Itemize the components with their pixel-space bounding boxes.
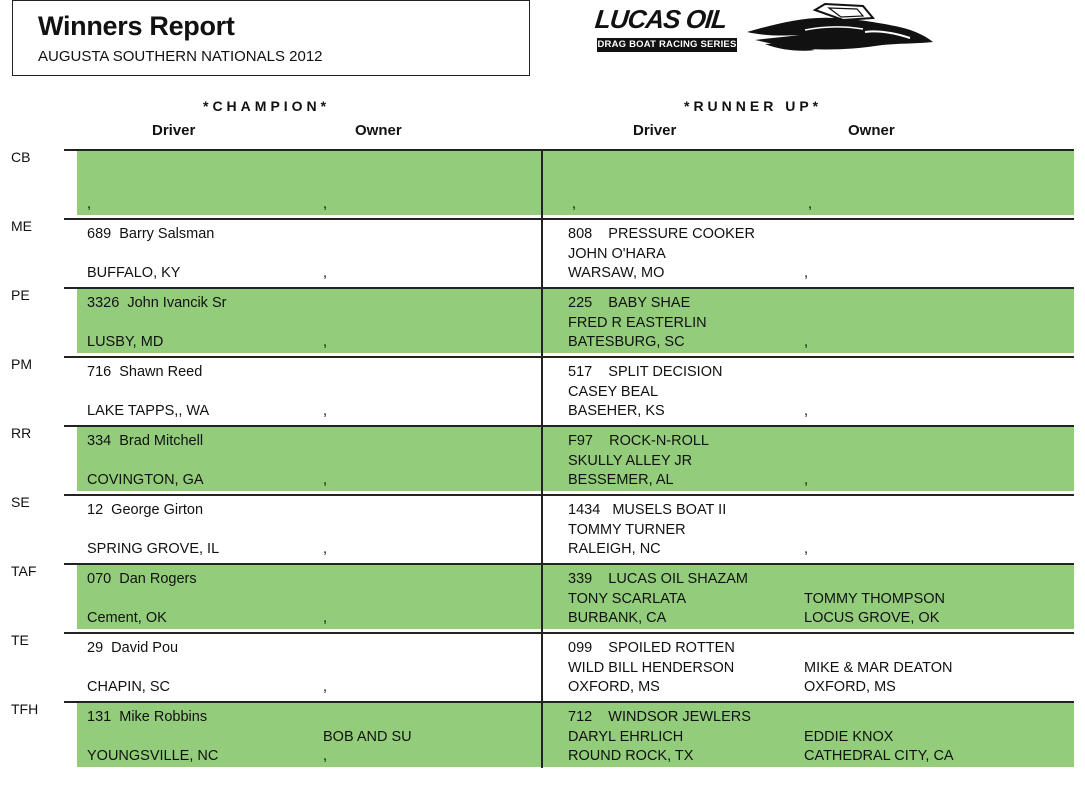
class-code: CB xyxy=(11,149,31,165)
drag-boat-icon xyxy=(745,2,935,58)
champion-city: YOUNGSVILLE, NC xyxy=(87,748,219,764)
champion-owner-header: Owner xyxy=(355,122,402,139)
champion-city: Cement, OK xyxy=(87,610,167,626)
class-code: PM xyxy=(11,356,32,372)
champion-owner-city: , xyxy=(323,196,328,212)
row-divider xyxy=(64,287,1074,289)
page-subtitle: AUGUSTA SOUTHERN NATIONALS 2012 xyxy=(38,48,323,65)
class-code: ME xyxy=(11,218,32,234)
page-title: Winners Report xyxy=(38,11,235,41)
row-divider xyxy=(64,632,1074,634)
runner-city: ROUND ROCK, TX xyxy=(568,748,694,764)
runner-up-heading: *RUNNER UP* xyxy=(684,98,823,114)
runner-boat: F97 ROCK-N-ROLL xyxy=(568,433,709,449)
row-divider xyxy=(64,563,1074,565)
champion-owner-city: , xyxy=(323,610,328,626)
champion-driver: 131 Mike Robbins xyxy=(87,709,208,725)
runner-owner: TOMMY THOMPSON xyxy=(804,591,945,607)
runner-owner-city: , xyxy=(804,334,809,350)
runner-boat: 808 PRESSURE COOKER xyxy=(568,226,755,242)
runner-owner: MIKE & MAR DEATON xyxy=(804,660,953,676)
champion-driver: 3326 John Ivancik Sr xyxy=(87,295,227,311)
champion-city: COVINGTON, GA xyxy=(87,472,204,488)
champion-driver-header: Driver xyxy=(152,122,196,139)
champion-owner: BOB AND SU xyxy=(323,729,412,745)
runner-boat: 517 SPLIT DECISION xyxy=(568,364,723,380)
class-code: PE xyxy=(11,287,30,303)
champion-driver: 716 Shawn Reed xyxy=(87,364,203,380)
runner-driver: WILD BILL HENDERSON xyxy=(568,660,735,676)
runner-owner-city: , xyxy=(804,472,809,488)
runner-city: RALEIGH, NC xyxy=(568,541,661,557)
row-divider xyxy=(64,356,1074,358)
row-divider xyxy=(64,425,1074,427)
champion-driver: 070 Dan Rogers xyxy=(87,571,197,587)
champion-city: , xyxy=(87,196,92,212)
runner-city: WARSAW, MO xyxy=(568,265,665,281)
champion-city: SPRING GROVE, IL xyxy=(87,541,220,557)
logo-series: DRAG BOAT RACING SERIES xyxy=(597,39,737,50)
class-code: TE xyxy=(11,632,29,648)
champion-driver: 334 Brad Mitchell xyxy=(87,433,204,449)
runner-city: BASEHER, KS xyxy=(568,403,665,419)
runner-driver: TOMMY TURNER xyxy=(568,522,686,538)
runner-boat: 712 WINDSOR JEWLERS xyxy=(568,709,751,725)
class-code: RR xyxy=(11,425,32,441)
champion-city: LUSBY, MD xyxy=(87,334,164,350)
runner-owner-city: , xyxy=(804,403,809,419)
runner-owner-city: , xyxy=(808,196,813,212)
champion-owner-city: , xyxy=(323,334,328,350)
runner-city: BURBANK, CA xyxy=(568,610,667,626)
title-box xyxy=(12,0,530,76)
logo-brand: LUCAS OIL xyxy=(593,4,728,34)
runner-boat: 1434 MUSELS BOAT II xyxy=(568,502,727,518)
champion-city: LAKE TAPPS,, WA xyxy=(87,403,210,419)
champion-driver: 29 David Pou xyxy=(87,640,179,656)
runner-driver: TONY SCARLATA xyxy=(568,591,687,607)
champion-driver: 689 Barry Salsman xyxy=(87,226,215,242)
row-divider xyxy=(64,494,1074,496)
runner-city: OXFORD, MS xyxy=(568,679,660,695)
champion-city: CHAPIN, SC xyxy=(87,679,170,695)
class-code: TAF xyxy=(11,563,37,579)
runner-driver: JOHN O'HARA xyxy=(568,246,666,262)
runner-boat: 099 SPOILED ROTTEN xyxy=(568,640,735,656)
runner-owner-city: OXFORD, MS xyxy=(804,679,896,695)
runner-owner-city: , xyxy=(804,265,809,281)
champion-owner-city: , xyxy=(323,403,328,419)
runner-driver: FRED R EASTERLIN xyxy=(568,315,707,331)
runner-owner-header: Owner xyxy=(848,122,895,139)
lucas-oil-logo xyxy=(595,2,940,58)
runner-city: , xyxy=(572,196,577,212)
runner-owner: EDDIE KNOX xyxy=(804,729,894,745)
champion-driver: 12 George Girton xyxy=(87,502,204,518)
column-divider xyxy=(541,150,543,768)
champion-owner-city: , xyxy=(323,472,328,488)
champion-heading: *CHAMPION* xyxy=(203,98,331,114)
row-divider xyxy=(64,701,1074,703)
class-code: TFH xyxy=(11,701,39,717)
runner-driver: SKULLY ALLEY JR xyxy=(568,453,693,469)
runner-boat: 225 BABY SHAE xyxy=(568,295,691,311)
champion-owner-city: , xyxy=(323,748,328,764)
runner-boat: 339 LUCAS OIL SHAZAM xyxy=(568,571,748,587)
runner-owner-city: CATHEDRAL CITY, CA xyxy=(804,748,954,764)
runner-city: BESSEMER, AL xyxy=(568,472,674,488)
runner-city: BATESBURG, SC xyxy=(568,334,685,350)
runner-driver: DARYL EHRLICH xyxy=(568,729,684,745)
champion-owner-city: , xyxy=(323,541,328,557)
runner-owner-city: , xyxy=(804,541,809,557)
champion-city: BUFFALO, KY xyxy=(87,265,181,281)
runner-driver: CASEY BEAL xyxy=(568,384,659,400)
class-code: SE xyxy=(11,494,30,510)
runner-driver-header: Driver xyxy=(633,122,677,139)
runner-owner-city: LOCUS GROVE, OK xyxy=(804,610,940,626)
row-divider xyxy=(64,149,1074,151)
row-divider xyxy=(64,218,1074,220)
champion-owner-city: , xyxy=(323,679,328,695)
champion-owner-city: , xyxy=(323,265,328,281)
